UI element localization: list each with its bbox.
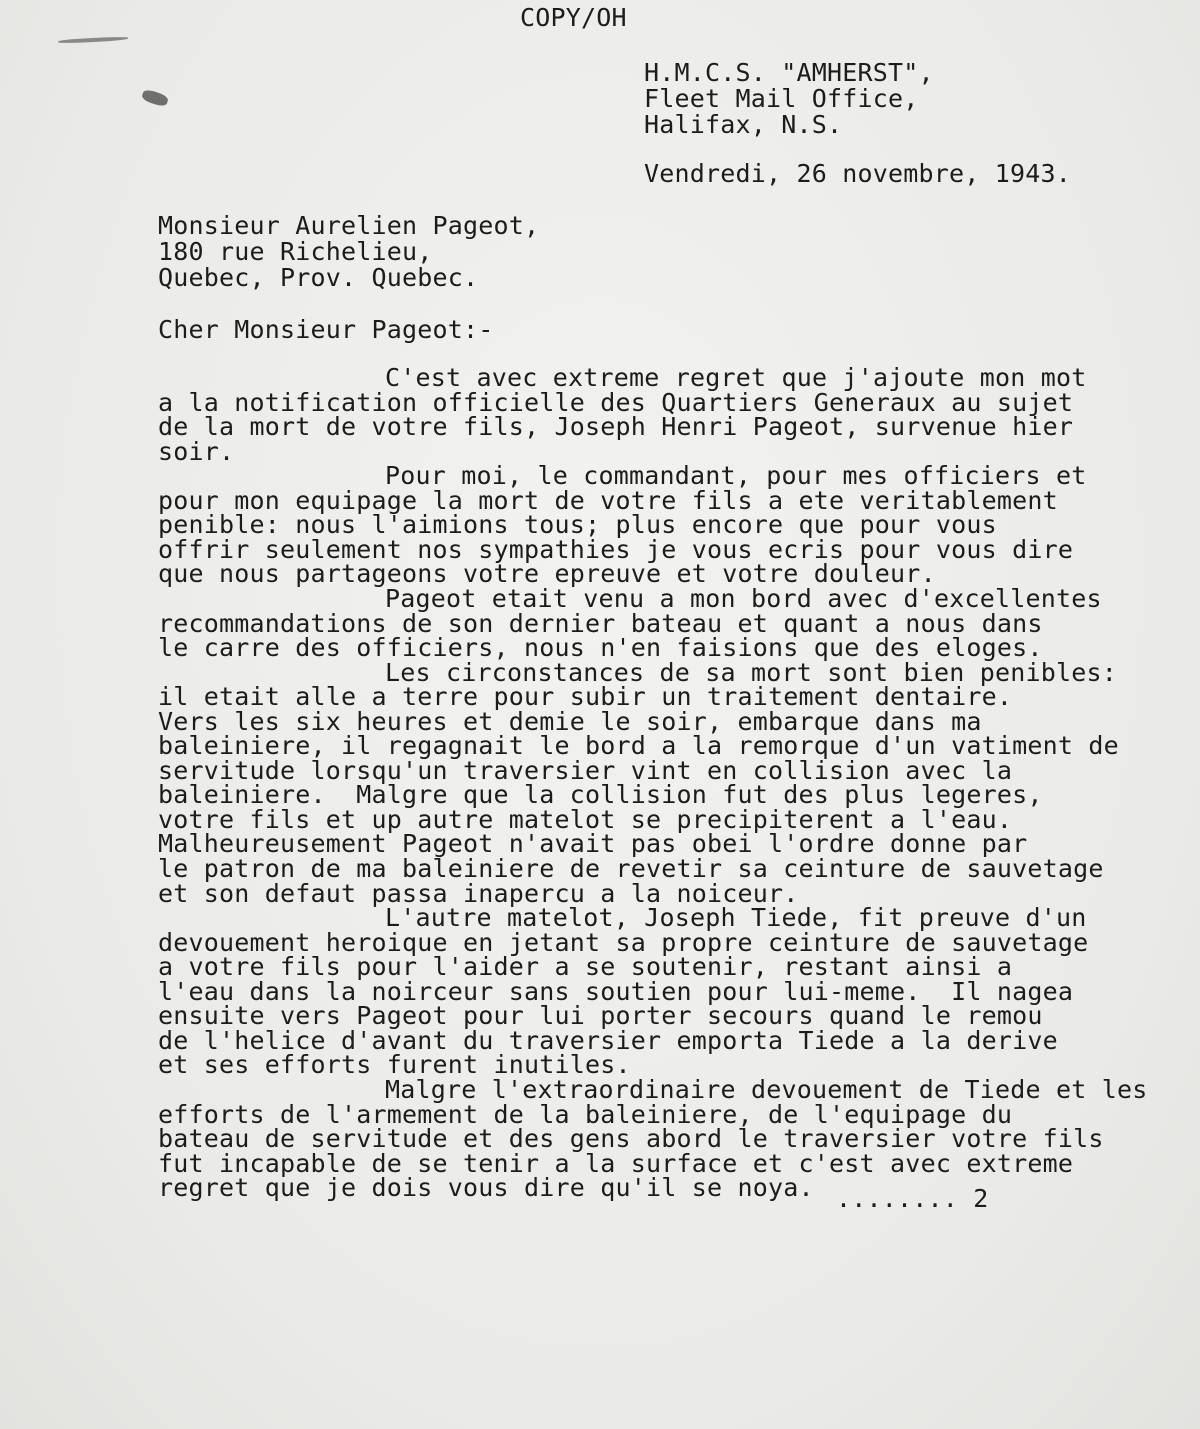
recipient-street: 180 rue Richelieu, (158, 237, 433, 266)
body-line: baleiniere. Malgre que la collision fut des plus legeres, (158, 780, 1043, 809)
body-line: l'eau dans la noirceur sans soutien pour lui-meme. Il nagea (158, 977, 1074, 1006)
body-line: il etait alle a terre pour subir un traitement dentaire. (158, 682, 1013, 711)
body-line: Pageot etait venu a mon bord avec d'excellentes (385, 584, 1102, 613)
body-line: penible: nous l'aimions tous; plus encore que pour vous (158, 510, 997, 539)
body-line: ensuite vers Pageot pour lui porter secours quand le remou (158, 1001, 1043, 1030)
body-line: et son defaut passa inapercu a la noiceur. (158, 879, 799, 908)
body-line: Vers les six heures et demie le soir, embarque dans ma (158, 707, 982, 736)
body-line: de la mort de votre fils, Joseph Henri Pageot, survenue hier (158, 412, 1074, 441)
page-continuation: ........ 2 (836, 1184, 989, 1213)
body-line: bateau de servitude et des gens abord le traversier votre fils (158, 1124, 1104, 1153)
body-line: votre fils et up autre matelot se precipiterent a l'eau. (158, 805, 1013, 834)
body-line: offrir seulement nos sympathies je vous ecris pour vous dire (158, 535, 1074, 564)
recipient-city: Quebec, Prov. Quebec. (158, 263, 479, 292)
sender-ship-line: H.M.C.S. "AMHERST", (644, 58, 934, 87)
copy-heading: COPY/OH (520, 3, 627, 32)
body-line: L'autre matelot, Joseph Tiede, fit preuve d'un (385, 903, 1087, 932)
body-line: a la notification officielle des Quartiers Generaux au sujet (158, 388, 1074, 417)
body-line: fut incapable de se tenir a la surface et c'est avec extreme (158, 1149, 1074, 1178)
staple-mark (58, 36, 128, 44)
body-line: recommandations de son dernier bateau et quant a nous dans (158, 609, 1043, 638)
sender-office-line: Fleet Mail Office, (644, 84, 919, 113)
body-line: Pour moi, le commandant, pour mes officiers et (385, 461, 1087, 490)
body-line: que nous partageons votre epreuve et votre douleur. (158, 559, 936, 588)
body-line: Malheureusement Pageot n'avait pas obei l'ordre donne par (158, 829, 1028, 858)
body-line: efforts de l'armement de la baleiniere, de l'equipage du (158, 1100, 1013, 1129)
sender-city-line: Halifax, N.S. (644, 110, 843, 139)
body-line: Malgre l'extraordinaire devouement de Tiede et les (385, 1075, 1148, 1104)
letter-date: Vendredi, 26 novembre, 1943. (644, 159, 1072, 188)
recipient-name: Monsieur Aurelien Pageot, (158, 211, 540, 240)
body-line: le patron de ma baleiniere de revetir sa ceinture de sauvetage (158, 854, 1104, 883)
body-line: C'est avec extreme regret que j'ajoute mon mot (385, 363, 1087, 392)
body-line: Les circonstances de sa mort sont bien penibles: (385, 658, 1118, 687)
body-line: devouement heroique en jetant sa propre ceinture de sauvetage (158, 928, 1089, 957)
body-line: soir. (158, 437, 235, 466)
body-line: de l'helice d'avant du traversier emporta Tiede a la derive (158, 1026, 1058, 1055)
body-line: le carre des officiers, nous n'en faisions que des eloges. (158, 633, 1043, 662)
body-line: servitude lorsqu'un traversier vint en collision avec la (158, 756, 1013, 785)
body-line: baleiniere, il regagnait le bord a la remorque d'un vatiment de (158, 731, 1119, 760)
body-line: regret que je dois vous dire qu'il se noya. (158, 1173, 814, 1202)
body-line: a votre fils pour l'aider a se soutenir, restant ainsi a (158, 952, 1013, 981)
staple-hole (141, 88, 169, 107)
body-line: pour mon equipage la mort de votre fils a ete veritablement (158, 486, 1058, 515)
body-line: et ses efforts furent inutiles. (158, 1050, 631, 1079)
salutation: Cher Monsieur Pageot:- (158, 315, 494, 344)
